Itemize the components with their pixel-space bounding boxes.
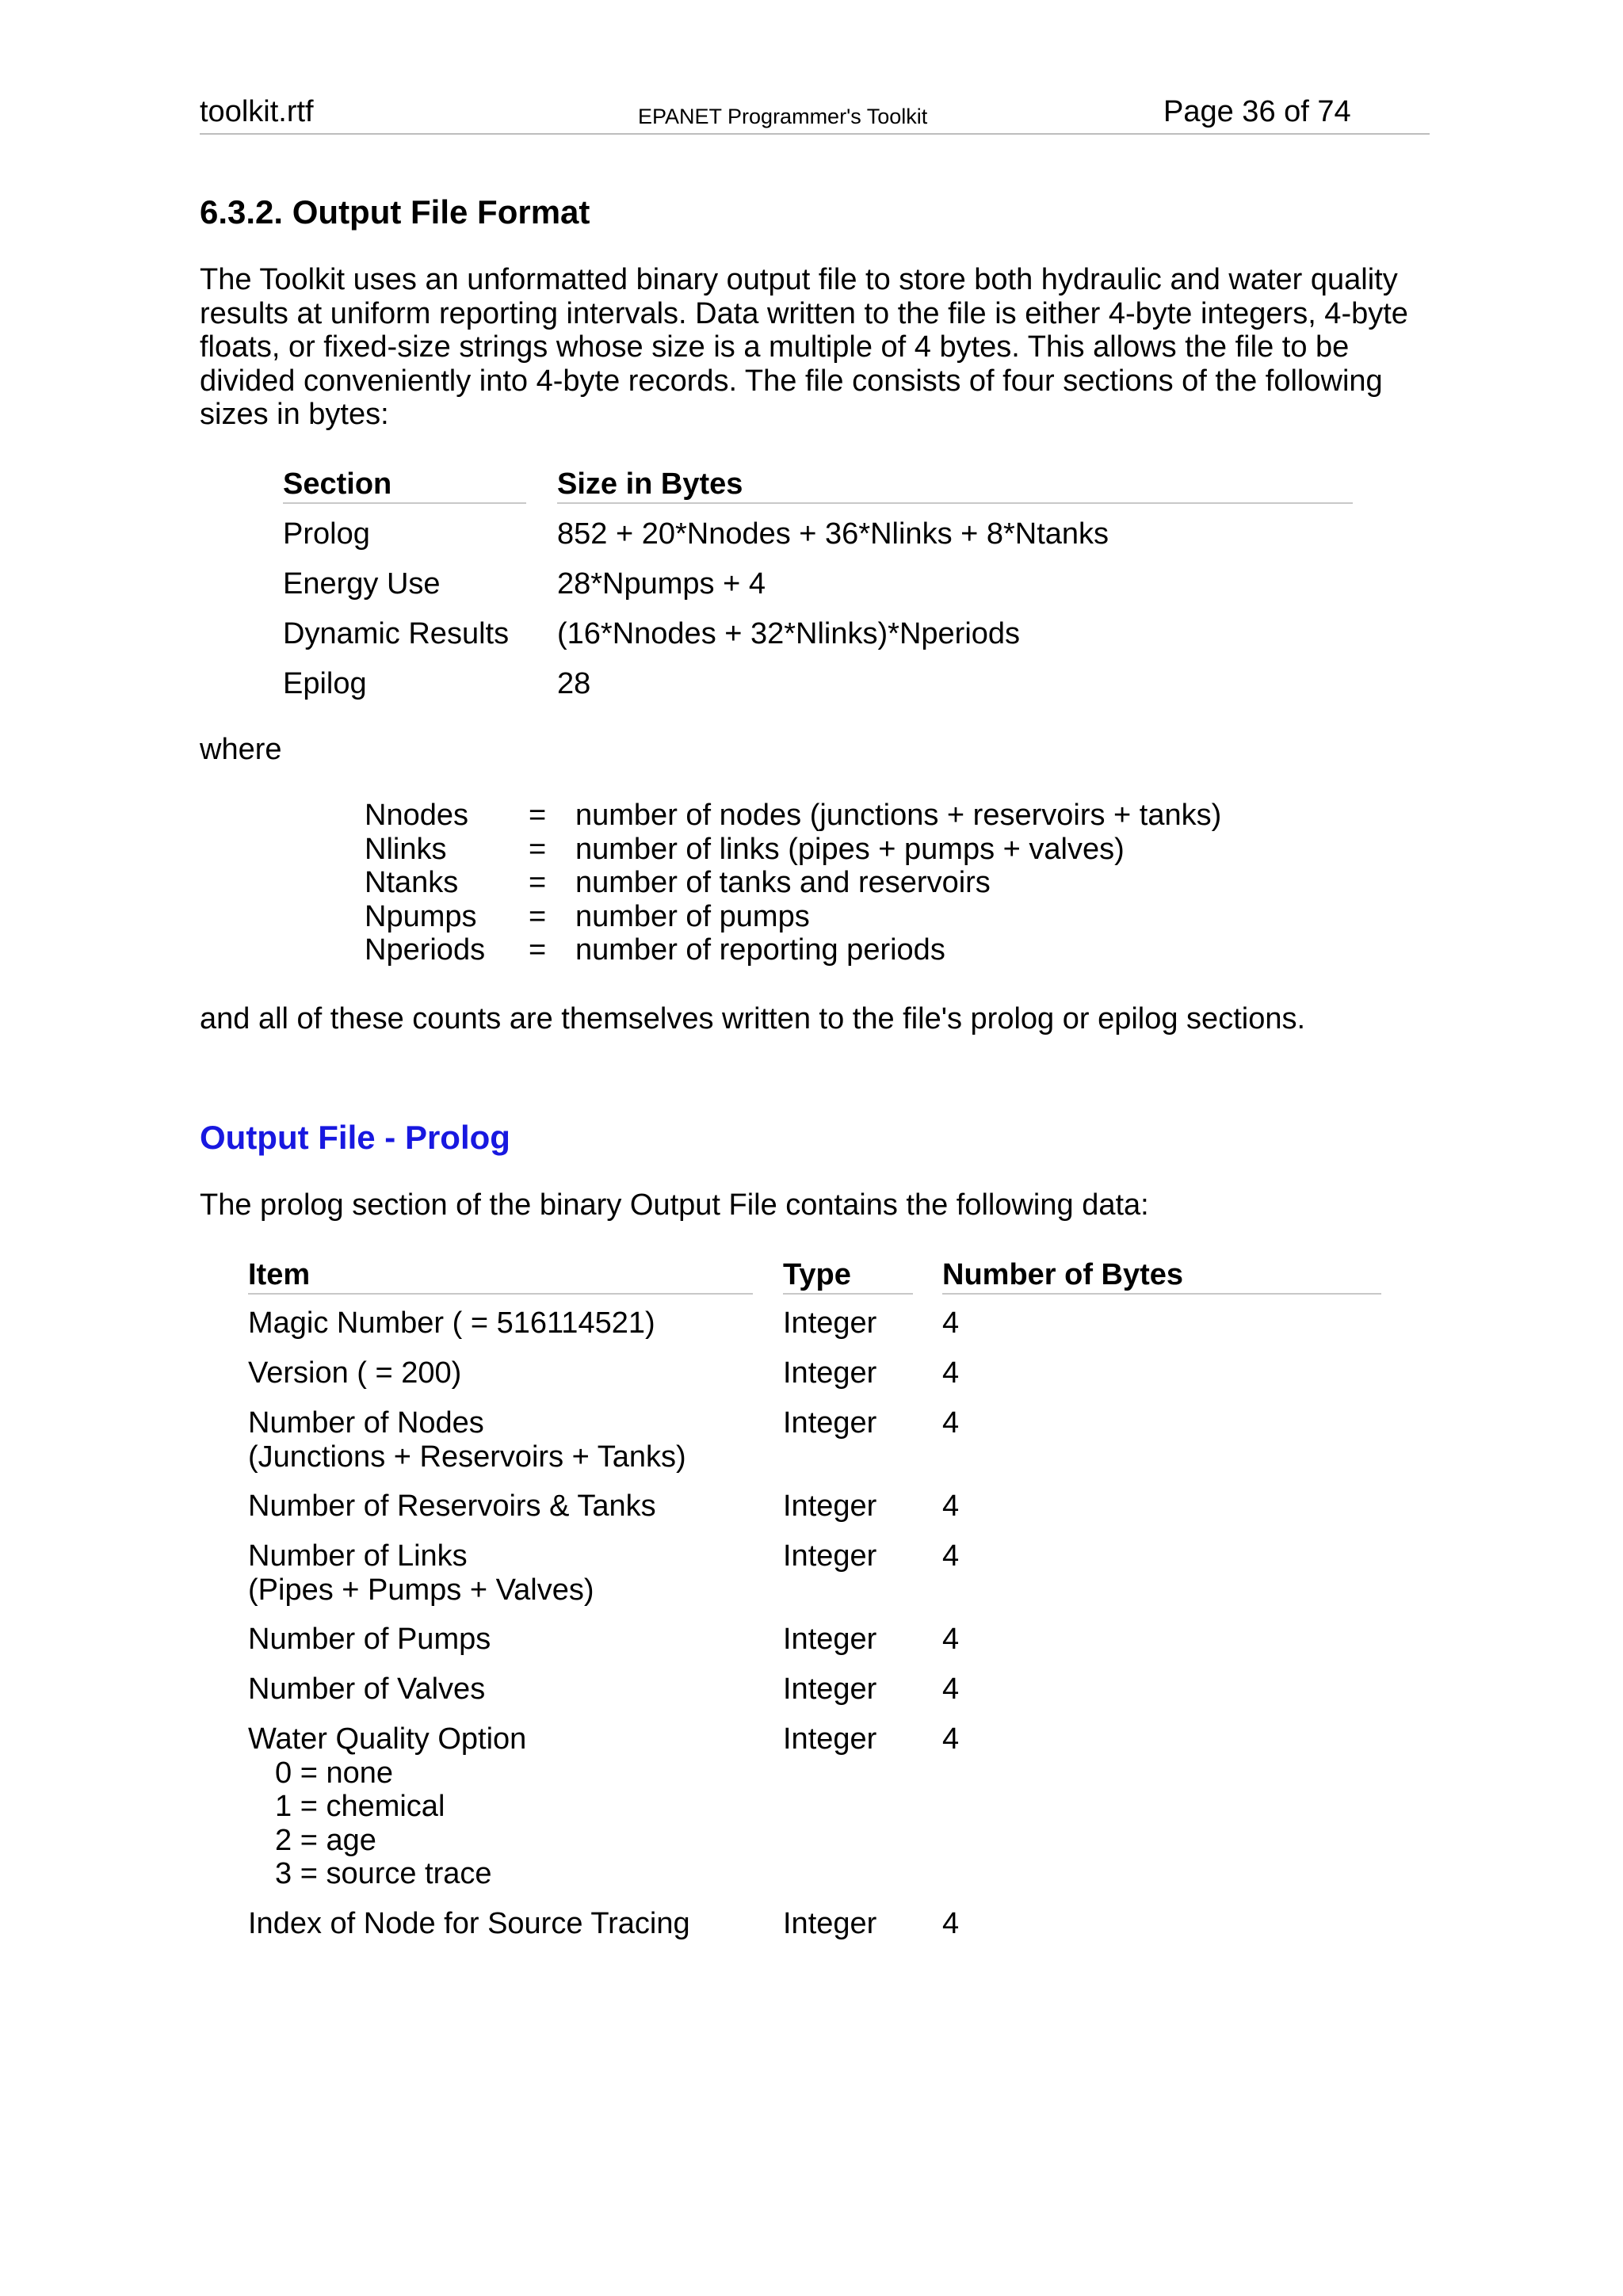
definition-variable: Nperiods	[365, 933, 486, 967]
header-filename: toolkit.rtf	[200, 95, 314, 128]
prolog-item-option: 2 = age	[275, 1823, 376, 1857]
prolog-bytes: 4	[942, 1623, 960, 1656]
prolog-intro-paragraph: The prolog section of the binary Output File contains the following data:	[200, 1188, 1149, 1222]
section-size: (16*Nnodes + 32*Nlinks)*Nperiods	[557, 617, 1021, 650]
section-name: Energy Use	[283, 567, 441, 601]
prolog-bytes: 4	[942, 1306, 960, 1340]
prolog-header-underline	[783, 1293, 913, 1295]
prolog-type: Integer	[783, 1907, 877, 1940]
closing-paragraph: and all of these counts are themselves written to the file's prolog or epilog sections.	[200, 1002, 1306, 1035]
prolog-bytes: 4	[942, 1907, 960, 1940]
prolog-type: Integer	[783, 1489, 877, 1523]
sections-header-section: Section	[283, 467, 392, 501]
definition-equals: =	[529, 799, 547, 832]
prolog-bytes: 4	[942, 1722, 960, 1756]
definition-equals: =	[529, 933, 547, 967]
prolog-bytes: 4	[942, 1672, 960, 1706]
prolog-item: Number of Reservoirs & Tanks	[248, 1489, 656, 1523]
prolog-item	[248, 1406, 686, 1474]
prolog-header-item: Item	[248, 1258, 311, 1291]
definition-description: number of pumps	[575, 899, 810, 933]
header-divider	[200, 133, 1430, 135]
sections-header-underline	[283, 502, 526, 504]
prolog-type: Integer	[783, 1306, 877, 1340]
section-name: Epilog	[283, 667, 367, 700]
prolog-header-underline	[248, 1293, 753, 1295]
prolog-header-type: Type	[783, 1258, 851, 1291]
definition-variable: Npumps	[365, 899, 477, 933]
prolog-item-label: Water Quality Option	[248, 1722, 527, 1756]
prolog-type: Integer	[783, 1672, 877, 1706]
definition-description: number of tanks and reservoirs	[575, 866, 991, 899]
prolog-bytes: 4	[942, 1356, 960, 1390]
prolog-item: Number of Valves	[248, 1672, 486, 1706]
definition-equals: =	[529, 832, 547, 866]
prolog-bytes: 4	[942, 1539, 960, 1573]
prolog-type: Integer	[783, 1539, 877, 1573]
prolog-type: Integer	[783, 1406, 877, 1440]
prolog-item	[248, 1539, 594, 1607]
where-label: where	[200, 733, 282, 766]
definition-variable: Nnodes	[365, 799, 468, 832]
prolog-item-option: 1 = chemical	[275, 1790, 445, 1823]
header-page-number: Page 36 of 74	[1163, 95, 1351, 128]
definition-description: number of reporting periods	[575, 933, 945, 967]
prolog-item: Number of Pumps	[248, 1623, 491, 1656]
header-title: EPANET Programmer's Toolkit	[638, 105, 928, 128]
prolog-type: Integer	[783, 1356, 877, 1390]
definition-equals: =	[529, 899, 547, 933]
definition-equals: =	[529, 866, 547, 899]
section-size: 28*Npumps + 4	[557, 567, 766, 601]
sections-header-size: Size in Bytes	[557, 467, 743, 501]
prolog-header-bytes: Number of Bytes	[942, 1258, 1184, 1291]
prolog-type: Integer	[783, 1722, 877, 1756]
sections-header-underline	[557, 502, 1353, 504]
section-name: Dynamic Results	[283, 617, 510, 650]
prolog-item-option: 3 = source trace	[275, 1857, 492, 1890]
prolog-bytes: 4	[942, 1489, 960, 1523]
prolog-item: Index of Node for Source Tracing	[248, 1907, 690, 1940]
section-name: Prolog	[283, 517, 370, 551]
prolog-item: Magic Number ( = 516114521)	[248, 1306, 655, 1340]
section-heading: 6.3.2. Output File Format	[200, 193, 590, 231]
prolog-item-option: 0 = none	[275, 1756, 393, 1790]
prolog-item-detail: (Pipes + Pumps + Valves)	[248, 1573, 594, 1607]
prolog-heading: Output File - Prolog	[200, 1119, 510, 1156]
prolog-bytes: 4	[942, 1406, 960, 1440]
definition-description: number of nodes (junctions + reservoirs + tanks)	[575, 799, 1222, 832]
definition-variable: Nlinks	[365, 832, 447, 866]
prolog-item-detail: (Junctions + Reservoirs + Tanks)	[248, 1440, 686, 1474]
definition-description: number of links (pipes + pumps + valves)	[575, 832, 1125, 866]
prolog-header-underline	[942, 1293, 1381, 1295]
definition-variable: Ntanks	[365, 866, 459, 899]
prolog-item-label: Number of Links	[248, 1539, 468, 1573]
prolog-item-label: Number of Nodes	[248, 1406, 484, 1440]
prolog-type: Integer	[783, 1623, 877, 1656]
prolog-item	[248, 1722, 526, 1891]
prolog-item: Version ( = 200)	[248, 1356, 462, 1390]
intro-paragraph: The Toolkit uses an unformatted binary output file to store both hydraulic and water quality results at uniform reporting intervals. Data written to the file is either 4-byte integers, 4-byte floats, or fixed-size strings whose size is a multiple of 4 bytes. This allows the file to be divided conveniently into 4-byte records. The file consists of four sections of the following sizes in bytes:	[200, 263, 1408, 431]
section-size: 852 + 20*Nnodes + 36*Nlinks + 8*Ntanks	[557, 517, 1109, 551]
section-size: 28	[557, 667, 591, 700]
